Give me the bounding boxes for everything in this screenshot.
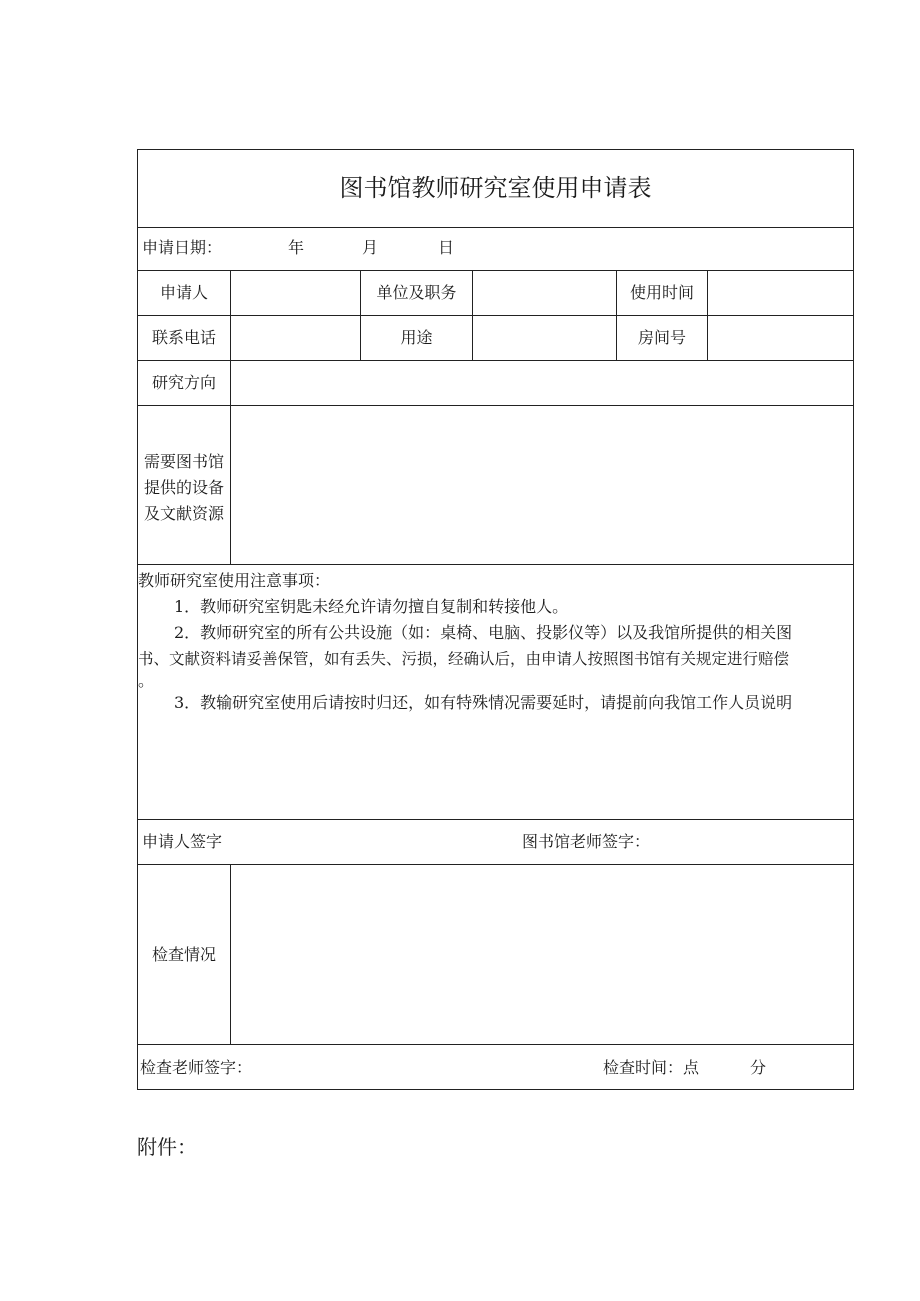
notes-item-2-cont: 书、文献资料请妥善保管，如有丢失、污损，经确认后，由申请人按照图书馆有关规定进行赔偿 [138,650,790,668]
date-year-input[interactable] [228,233,286,263]
date-day-input[interactable] [380,233,436,263]
unit-position-field[interactable] [474,272,615,314]
unit-position-label: 单位及职务 [376,283,457,302]
equipment-label-line3: 及文献资源 [143,504,224,523]
inspection-field[interactable] [232,866,852,1043]
notes-item-2-end: 。 [138,671,155,690]
inspector-signature-field[interactable] [250,1050,590,1086]
notes-heading: 教师研究室使用注意事项： [138,571,331,590]
notes-item-1: 1．教师研究室钥匙未经允许请勿擅自复制和转接他人。 [174,597,569,616]
phone-label: 联系电话 [151,328,216,347]
equipment-resources-field[interactable] [232,407,852,563]
applicant-signature-field[interactable] [230,824,510,860]
equipment-label-line2: 提供的设备 [143,478,224,497]
notes-item-3: 3．教输研究室使用后请按时归还，如有特殊情况需要延时，请提前向我馆工作人员说明 [174,693,793,712]
use-time-field[interactable] [709,272,852,314]
use-time-label: 使用时间 [629,283,694,302]
phone-field[interactable] [232,317,359,359]
usage-notes [138,568,853,716]
applicant-field[interactable] [232,272,359,314]
purpose-field[interactable] [474,317,615,359]
date-month-input[interactable] [306,233,360,263]
equipment-label-line1: 需要图书馆 [143,452,224,471]
notes-item-2: 2．教师研究室的所有公共设施（如：桌椅、电脑、投影仪等）以及我馆所提供的相关图 [174,623,793,642]
librarian-signature-field[interactable] [650,824,850,860]
applicant-signature-label: 申请人签字 [142,832,223,851]
inspector-signature-label: 检查老师签字： [140,1058,253,1077]
attachment-label: 附件： [137,1135,197,1159]
inspection-label: 检查情况 [151,945,216,964]
check-time-label: 检查时间：点 [603,1058,700,1077]
form-title: 图书馆教师研究室使用申请表 [339,174,652,202]
research-direction-field[interactable] [232,362,852,404]
date-day-label: 日 [438,238,455,257]
purpose-label: 用途 [400,328,433,347]
applicant-label: 申请人 [159,283,208,302]
room-number-label: 房间号 [637,328,686,347]
equipment-resources-label [138,449,230,527]
date-year-label: 年 [288,238,305,257]
research-direction-label: 研究方向 [151,373,216,392]
librarian-signature-label: 图书馆老师签字： [522,832,651,851]
check-minute-label: 分 [750,1058,767,1077]
date-month-label: 月 [362,238,379,257]
date-label: 申请日期： [142,238,223,257]
room-number-field[interactable] [709,317,852,359]
